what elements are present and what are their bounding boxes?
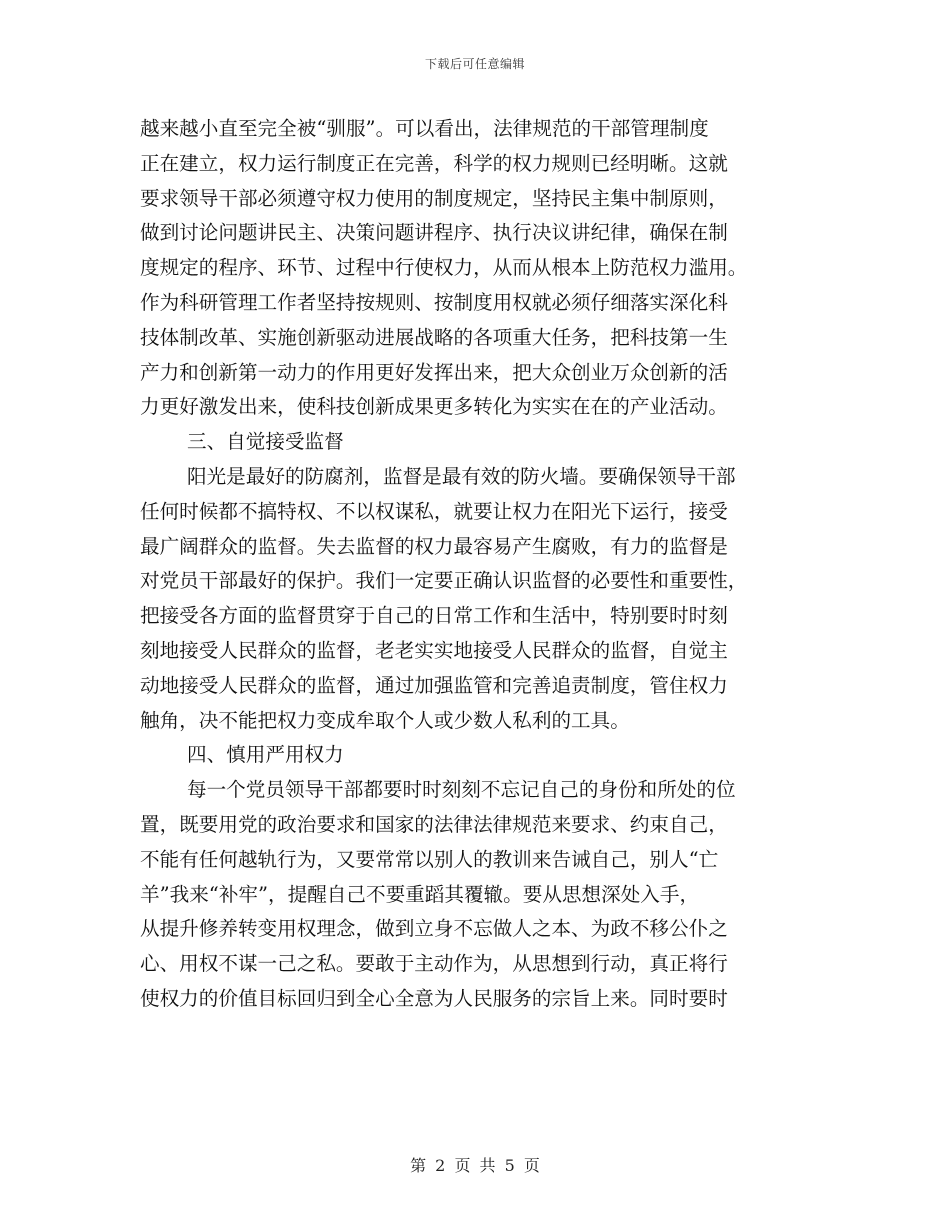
text-line: 对党员干部最好的保护。我们一定要正确认识监督的必要性和重要性， [140, 569, 748, 593]
document-body [140, 112, 808, 1017]
text-line: 羊”我来“补牢”，提醒自己不要重蹈其覆辙。要从思想深处入手， [140, 882, 700, 906]
text-line: 阳光是最好的防腐剂，监督是最有效的防火墙。要确保领导干部 [187, 464, 736, 488]
text-line: 正在建立，权力运行制度正在完善，科学的权力规则已经明晰。这就 [140, 151, 728, 175]
text-line: 越来越小直至完全被“驯服”。可以看出，法律规范的干部管理制度 [140, 117, 709, 140]
text-line: 产力和创新第一动力的作用更好发挥出来，把大众创业万众创新的活 [140, 360, 728, 384]
text-line: 从提升修养转变用权理念，做到立身不忘做人之本、为政不移公仆之 [140, 917, 728, 941]
text-line: 技体制改革、实施创新驱动进展战略的各项重大任务，把科技第一生 [140, 325, 728, 349]
text-line: 不能有任何越轨行为，又要常常以别人的教训来告诫自己，别人“亡 [140, 847, 719, 871]
text-line: 要求领导干部必须遵守权力使用的制度规定，坚持民主集中制原则， [140, 186, 728, 210]
text-line: 做到讨论问题讲民主、决策问题讲程序、执行决议讲纪律，确保在制 [140, 221, 728, 245]
text-line: 触角，决不能把权力变成牟取个人或少数人私利的工具。 [140, 708, 630, 732]
text-line: 使权力的价值目标回归到全心全意为人民服务的宗旨上来。同时要时 [140, 986, 728, 1010]
text-line: 任何时候都不搞特权、不以权谋私，就要让权力在阳光下运行，接受 [140, 499, 728, 523]
section-heading: 四、慎用严用权力 [187, 743, 344, 767]
text-line: 度规定的程序、环节、过程中行使权力，从而从根本上防范权力滥用。 [140, 256, 748, 280]
text-line: 心、用权不谋一己之私。要敢于主动作为，从思想到行动，真正将行 [140, 952, 728, 976]
text-line: 置，既要用党的政治要求和国家的法律法律规范来要求、约束自己， [140, 812, 728, 836]
text-line: 动地接受人民群众的监督，通过加强监管和完善追责制度，管住权力 [140, 673, 728, 697]
text-line: 力更好激发出来，使科技创新成果更多转化为实实在在的产业活动。 [140, 395, 728, 419]
text-line: 把接受各方面的监督贯穿于自己的日常工作和生活中，特别要时时刻 [140, 604, 728, 628]
text-line: 作为科研管理工作者坚持按规则、按制度用权就必须仔细落实深化科 [140, 290, 728, 314]
page-number-footer: 第 2 页 共 5 页 [410, 1156, 540, 1175]
page-header: 下载后可任意编辑 [424, 57, 525, 71]
text-line: 最广阔群众的监督。失去监督的权力最容易产生腐败，有力的监督是 [140, 534, 728, 558]
text-line: 刻地接受人民群众的监督，老老实实地接受人民群众的监督，自觉主 [140, 638, 728, 662]
section-heading: 三、自觉接受监督 [187, 430, 344, 454]
text-line: 每一个党员领导干部都要时时刻刻不忘记自己的身份和所处的位 [187, 778, 736, 802]
